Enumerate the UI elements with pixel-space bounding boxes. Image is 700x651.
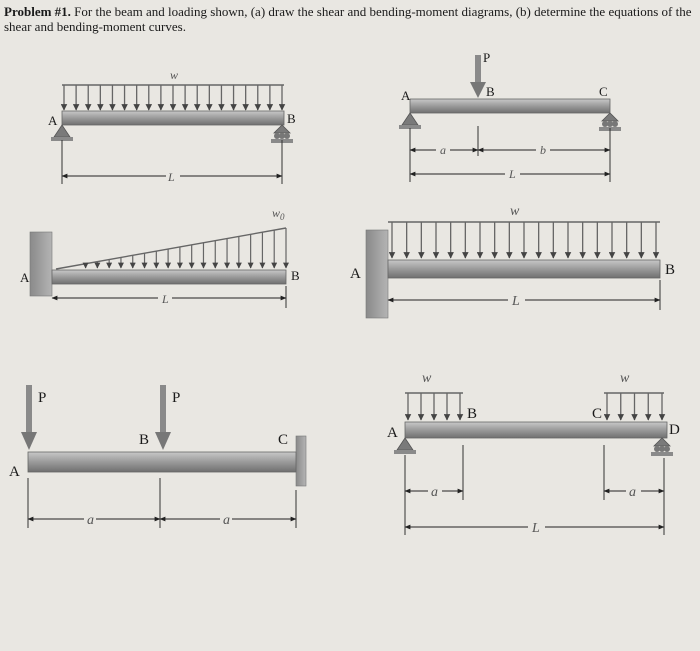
fig5-point-b-label: B [139,432,150,448]
fig2-support-c-label: C [599,84,608,99]
fig2-seg-b-label: b [540,143,546,157]
figure-4-cantilever-uniform [350,204,675,318]
fig2-seg-a-label: a [440,143,446,157]
fig6-load1-label: w [422,371,432,386]
fig1-support-a-label: A [48,113,58,128]
problem-text: For the beam and loading shown, (a) draw the shear and bending-moment diagrams, (b) determine the equations of the shear and bending-moment curves. [4,4,692,34]
problem-heading: Problem #1. [4,4,71,19]
figure-3-cantilever-triangular [20,206,300,308]
fig3-load-label: $w_0$ [272,206,285,222]
fig2-load-label: P [483,50,491,65]
fig5-seg2-label: a [223,513,230,528]
figure-1-simply-supported-uniform [48,68,296,184]
figure-6-simply-supported-partial-loads [387,371,680,536]
fig3-end-a-label: A [20,270,30,285]
fig5-end-c-label: C [278,432,289,448]
fig5-load1-label: P [38,390,47,406]
fig3-end-b-label: B [291,268,300,283]
fig6-support-d-label: D [669,422,680,438]
fig6-seg1-label: a [431,485,438,500]
fig6-point-c-label: C [592,406,603,422]
fig4-end-b-label: B [665,262,676,278]
fig2-span-label: L [509,167,516,181]
fig6-load2-label: w [620,371,630,386]
fig1-support-b-label: B [287,111,296,126]
fig4-end-a-label: A [350,266,361,282]
fig2-point-b-label: B [486,84,495,99]
fig6-seg2-label: a [629,485,636,500]
figure-2-simply-supported-point [399,50,621,182]
fig6-point-b-label: B [467,406,478,422]
figure-5-cantilever-two-point-loads [9,385,306,528]
fig4-span-label: L [512,294,520,309]
fig1-load-label: w [170,68,179,82]
fig1-span-label: L [168,170,175,184]
fig5-end-a-label: A [9,464,20,480]
fig5-load2-label: P [172,390,181,406]
fig6-span-label: L [532,521,540,536]
fig2-support-a-label: A [401,88,411,103]
fig5-seg1-label: a [87,513,94,528]
fig6-support-a-label: A [387,425,398,441]
fig4-load-label: w [510,204,520,219]
fig3-span-label: L [162,292,169,306]
